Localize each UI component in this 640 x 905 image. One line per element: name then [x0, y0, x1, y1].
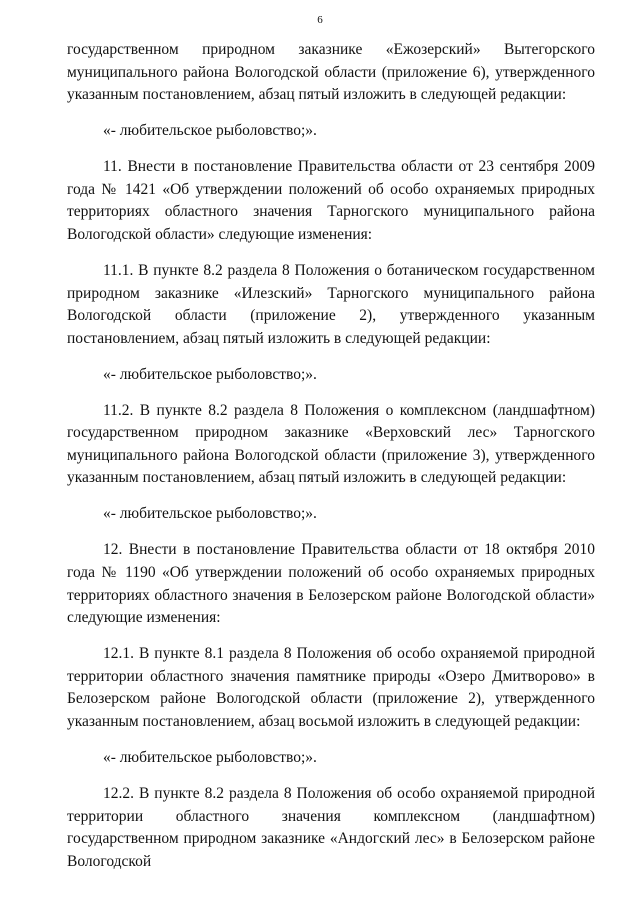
paragraph-item-12: 12. Внести в постановление Правительства области от 18 октября 2010 года № 1190 «Об утверждении положений об особо охраняемых природных территориях областного значения в Белозерском районе Вологодской области» следующие изменения: — [67, 541, 595, 627]
paragraph-quote: «- любительское рыболовство;». — [103, 122, 317, 140]
paragraph-continuation: государственном природном заказнике «Ежозерский» Вытегорского муниципального района Вологодской области (приложение 6), утвержденного указанным постановлением, абзац пятый изложить в следующей редакции: — [67, 41, 595, 104]
document-body — [67, 39, 595, 887]
paragraph-item-11-2: 11.2. В пункте 8.2 раздела 8 Положения о комплексном (ландшафтном) государственном природном заказнике «Верховский лес» Тарногского муниципального района Вологодской области (приложение 3), утвержденного указанным постановлением, абзац пятый изложить в следующей редакции: — [67, 401, 595, 487]
paragraph-item-12-1: 12.1. В пункте 8.1 раздела 8 Положения об особо охраняемой природной территории областного значения памятнике природы «Озеро Дмитворово» в Белозерском районе Вологодской области (приложение 2), утвержденного указанным постановлением, абзац восьмой изложить в следующей редакции: — [67, 645, 595, 730]
paragraph-quote: «- любительское рыболовство;». — [103, 365, 317, 383]
paragraph-quote: «- любительское рыболовство;». — [103, 505, 317, 523]
paragraph-item-11: 11. Внести в постановление Правительства области от 23 сентября 2009 года № 1421 «Об утверждении положений об особо охраняемых природных территориях областного значения Тарногского муниципального района Вологодской области» следующие изменения: — [67, 158, 595, 243]
paragraph-item-11-1: 11.1. В пункте 8.2 раздела 8 Положения о ботаническом государственном природном заказнике «Илезский» Тарногского муниципального района Вологодской области (приложение 2), утвержденного указанным постановлением, абзац пятый изложить в следующей редакции: — [67, 261, 595, 347]
paragraph-item-12-2: 12.2. В пункте 8.2 раздела 8 Положения об особо охраняемой природной территории областного значения комплексном (ландшафтном) государственном природном заказнике «Андогский лес» в Белозерском районе Вологодской — [67, 784, 595, 870]
page-number: 6 — [317, 14, 323, 26]
paragraph-quote: «- любительское рыболовство;». — [103, 748, 317, 766]
